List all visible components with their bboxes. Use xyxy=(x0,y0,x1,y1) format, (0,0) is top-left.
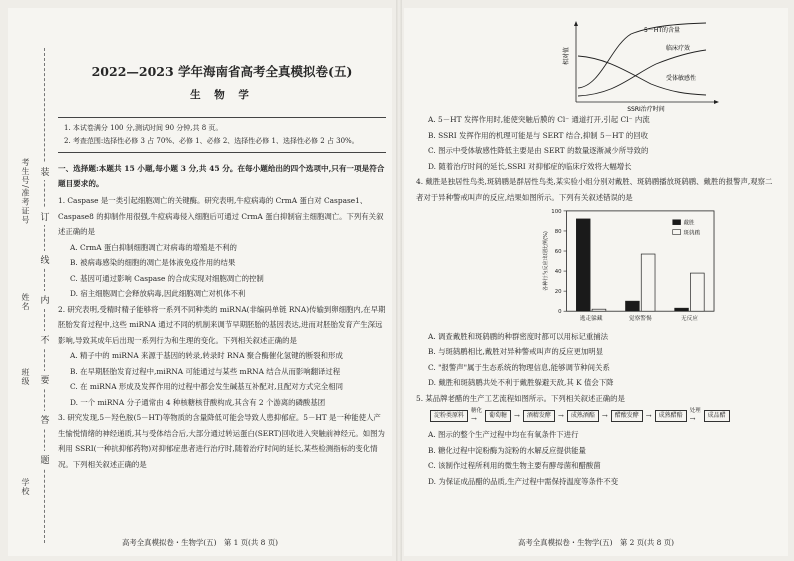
q3-figure xyxy=(416,16,778,112)
notice-line: 1. 本试卷满分 100 分,测试时间 90 分钟,共 8 页。 xyxy=(64,124,223,132)
question-1-stem: 1. Caspase 是一类引起细胞凋亡的关键酶。研究表明,牛痘病毒的 CrmA 蛋白对 Caspase1、Caspase8 的抑制作用很强,牛痘病毒侵入细胞后可通过 CrmA 蛋白抑制宿主细胞凋亡。下列有关叙述正确的是 xyxy=(58,196,384,236)
q3-curve-chart xyxy=(416,16,778,112)
q5-option-a: A. 图示的整个生产过程中均在有氧条件下进行 xyxy=(428,430,579,439)
flow-arrow-icon: → xyxy=(514,411,520,420)
class-label: 班级 xyxy=(21,368,30,386)
q2-option-d: D. 一个 miRNA 分子通常由 4 种核糖核苷酸构成,其含有 2 个游离的磷酸基团 xyxy=(70,397,326,407)
q1-option-b: B. 被病毒感染的细胞的凋亡是体液免疫作用的结果 xyxy=(70,258,236,267)
q5-option-c: C. 该制作过程所利用的微生物主要有酵母菌和醋酸菌 xyxy=(428,461,601,470)
page-1 xyxy=(8,8,392,556)
q2-option-b: B. 在早期胚胎发育过程中,miRNA 可能通过与某些 mRNA 结合从而影响翻译过程 xyxy=(70,366,341,376)
q4-option-b: B. 与斑鸫鹛相比,戴胜对异种警戒叫声的反应更加明显 xyxy=(428,347,604,356)
exam-notice xyxy=(58,117,386,153)
q3-curve-label-sensitivity: 受体敏感性 xyxy=(666,75,697,82)
q4-y-tick-label: 100 xyxy=(551,208,562,215)
q4-bar xyxy=(641,254,655,311)
q4-y-tick-label: 60 xyxy=(554,248,562,255)
q4-legend-label: 戴胜 xyxy=(683,220,695,227)
q2-option-a: A. 精子中的 miRNA 来源于基因的转录,转录时 RNA 聚合酶催化氢键的断裂和形成 xyxy=(70,351,343,360)
q4-option-c: C. "报警声"属于生态系统的物理信息,能够调节种间关系 xyxy=(428,362,610,372)
q4-y-tick-label: 40 xyxy=(554,269,562,276)
flow-box: 成熟酒醅 xyxy=(567,410,599,422)
question-4-stem: 4. 戴胜是独居性鸟类,斑鸫鹛是群居性鸟类,某实验小组分别对戴胜、斑鸫鹛播放斑鸫鹛、戴胜的报警声,观察二者对于异种警戒叫声的反应,结果如图所示。下列有关叙述错误的是 xyxy=(416,177,773,202)
q3-curve-label-5ht: 5－HT的含量 xyxy=(644,27,680,34)
q4-category-label: 觉察警惕 xyxy=(628,316,652,323)
section-heading: 一、选择题:本题共 15 小题,每小题 3 分,共 45 分。在每小题给出的四个选项中,只有一项是符合题目要求的。 xyxy=(58,164,385,188)
flow-box: 淀粉类原料 xyxy=(430,410,468,422)
seal-char: 不 xyxy=(40,331,50,348)
q3-option-c: C. 图示中受体敏感性降低主要是由 SERT 的数量逐渐减少所导致的 xyxy=(428,146,649,155)
q4-category-label: 逃走躲藏 xyxy=(579,316,603,323)
exam-title: 2022—2023 学年海南省高考全真模拟卷(五) xyxy=(91,64,353,79)
q3-xlabel: SSRI治疗时间 xyxy=(627,106,665,112)
flow-box: 成品醋 xyxy=(704,410,730,422)
q3-option-a: A. 5－HT 发挥作用时,能使突触后膜的 Cl⁻ 通道打开,引起 Cl⁻ 内流 xyxy=(428,115,650,124)
q4-y-tick-label: 0 xyxy=(558,309,562,316)
notice-line: 2. 考查范围:选择性必修 3 占 70%、必修 1、必修 2、选择性必修 1、选择性必修 2 占 30%。 xyxy=(64,137,359,145)
q4-legend-swatch xyxy=(673,220,681,225)
flow-box: 酒精发酵 xyxy=(523,410,555,422)
q1-option-a: A. CrmA 蛋白抑制细胞凋亡对病毒的增殖是不利的 xyxy=(70,242,237,252)
q4-option-a: A. 调查戴胜和斑鸫鹛的种群密度时都可以用标记重捕法 xyxy=(428,331,609,341)
q5-option-d: D. 为保证成品醋的品质,生产过程中需保持温度等条件不变 xyxy=(428,476,619,486)
q4-bar xyxy=(690,273,704,311)
q3-option-d: D. 随着治疗时间的延长,SSRI 对抑郁症的临床疗效将大幅增长 xyxy=(428,161,632,171)
q4-y-tick-label: 80 xyxy=(554,228,562,235)
flow-arrow-icon: → xyxy=(601,411,608,420)
flow-arrow-icon: → xyxy=(471,415,477,423)
q4-bar-chart xyxy=(416,205,778,323)
flow-step xyxy=(471,408,482,423)
seal-char: 内 xyxy=(40,291,50,308)
page-1-content xyxy=(58,63,386,472)
q4-y-tick-label: 20 xyxy=(554,289,562,296)
q4-bar xyxy=(576,219,590,311)
page-2 xyxy=(404,8,788,556)
q4-legend-swatch xyxy=(673,230,681,235)
q3-y-arrow xyxy=(574,21,578,26)
q5-option-b: B. 糖化过程中淀粉酶为淀粉的水解反应提供能量 xyxy=(428,445,586,455)
flow-arrow-icon: → xyxy=(645,411,652,420)
flow-step-label: 处理 xyxy=(689,408,701,414)
q4-category-label: 无反应 xyxy=(680,316,698,323)
q4-option-d: D. 戴胜和斑鸫鹛共处不利于戴胜躲避天敌,其 K 值会下降 xyxy=(428,378,614,387)
q3-ylabel: 相对值 xyxy=(563,46,570,66)
exam-subject: 生 物 学 xyxy=(190,89,254,101)
q3-curve-label-efficacy: 临床疗效 xyxy=(666,45,691,52)
flow-step xyxy=(690,408,701,423)
q2-option-c: C. 在 miRNA 形成及发挥作用的过程中都会发生碱基互补配对,且配对方式完全相同 xyxy=(70,382,343,391)
q4-bar xyxy=(675,308,689,311)
flow-step-label: 糖化 xyxy=(471,408,483,414)
q3-x-arrow xyxy=(714,100,719,104)
seal-char: 要 xyxy=(40,371,50,388)
page-2-content xyxy=(416,16,778,489)
page-2-footer: 高考全真模拟卷・生物学(五) 第 2 页(共 8 页) xyxy=(518,538,674,547)
q3-curve-efficacy xyxy=(578,50,706,96)
q4-bar xyxy=(592,309,606,311)
flow-arrow-icon: → xyxy=(557,411,564,420)
question-3-stem: 3. 研究发现,5－羟色胺(5－HT)等物质的含量降低可能会导致人患抑郁症。5－HT 是一种能使人产生愉悦情绪的神经递质,其与受体结合后,大部分通过转运蛋白(SERT)回收进入突触前神经元。如图为利用 SSRI(一种抗抑郁药物)对抑郁症患者进行治疗时,随着治疗时间的延长,某些检测指标的变化情况。下列相关叙述正确的是 xyxy=(58,413,385,469)
binding-margin xyxy=(8,8,52,556)
page-fold xyxy=(396,0,402,561)
question-5-stem: 5. 某品牌老醋的生产工艺流程如图所示。下列相关叙述正确的是 xyxy=(416,393,625,403)
flow-box: 醋酸发酵 xyxy=(611,410,643,422)
seal-char: 答 xyxy=(40,411,50,428)
q4-ylabel: 各种行为反应出现比例(%) xyxy=(542,231,549,292)
page-1-footer: 高考全真模拟卷・生物学(五) 第 1 页(共 8 页) xyxy=(122,538,278,547)
q1-option-c: C. 基因可通过影响 Caspase 的合成实现对细胞凋亡的控制 xyxy=(70,273,264,283)
exam-number-label: 考生号/准考证号 xyxy=(21,158,30,225)
flow-box: 葡萄糖 xyxy=(485,410,511,422)
school-label: 学校 xyxy=(21,478,30,496)
name-label: 姓名 xyxy=(21,293,30,311)
q5-process-flow xyxy=(430,408,778,423)
q1-option-d: D. 宿主细胞凋亡会释放病毒,因此细胞凋亡对机体不利 xyxy=(70,289,246,298)
q4-legend-label: 斑鸫鹛 xyxy=(683,230,701,237)
q4-plot-area xyxy=(542,209,714,322)
seal-char: 题 xyxy=(40,451,50,468)
q4-bar xyxy=(626,301,640,311)
flow-box: 成熟醋醅 xyxy=(655,410,687,422)
seal-char: 线 xyxy=(40,251,50,268)
q3-option-b: B. SSRI 发挥作用的机理可能是与 SERT 结合,抑制 5－HT 的回收 xyxy=(428,130,649,140)
seal-char: 装 xyxy=(40,163,50,180)
flow-arrow-icon: → xyxy=(689,415,696,423)
seal-char: 订 xyxy=(40,208,50,225)
question-2-stem: 2. 研究表明,受精时精子能够将一系列不同种类的 miRNA(非编码单链 RNA)传输到卵细胞内,在早期胚胎发育过程中,这些 miRNA 通过不同的机制来调节早期胚胎的基因表达,进而对胚胎发育产生深远影响,导致其成年后出现一系列行为和生理的变化。下列相关叙述正确的是 xyxy=(58,304,386,345)
